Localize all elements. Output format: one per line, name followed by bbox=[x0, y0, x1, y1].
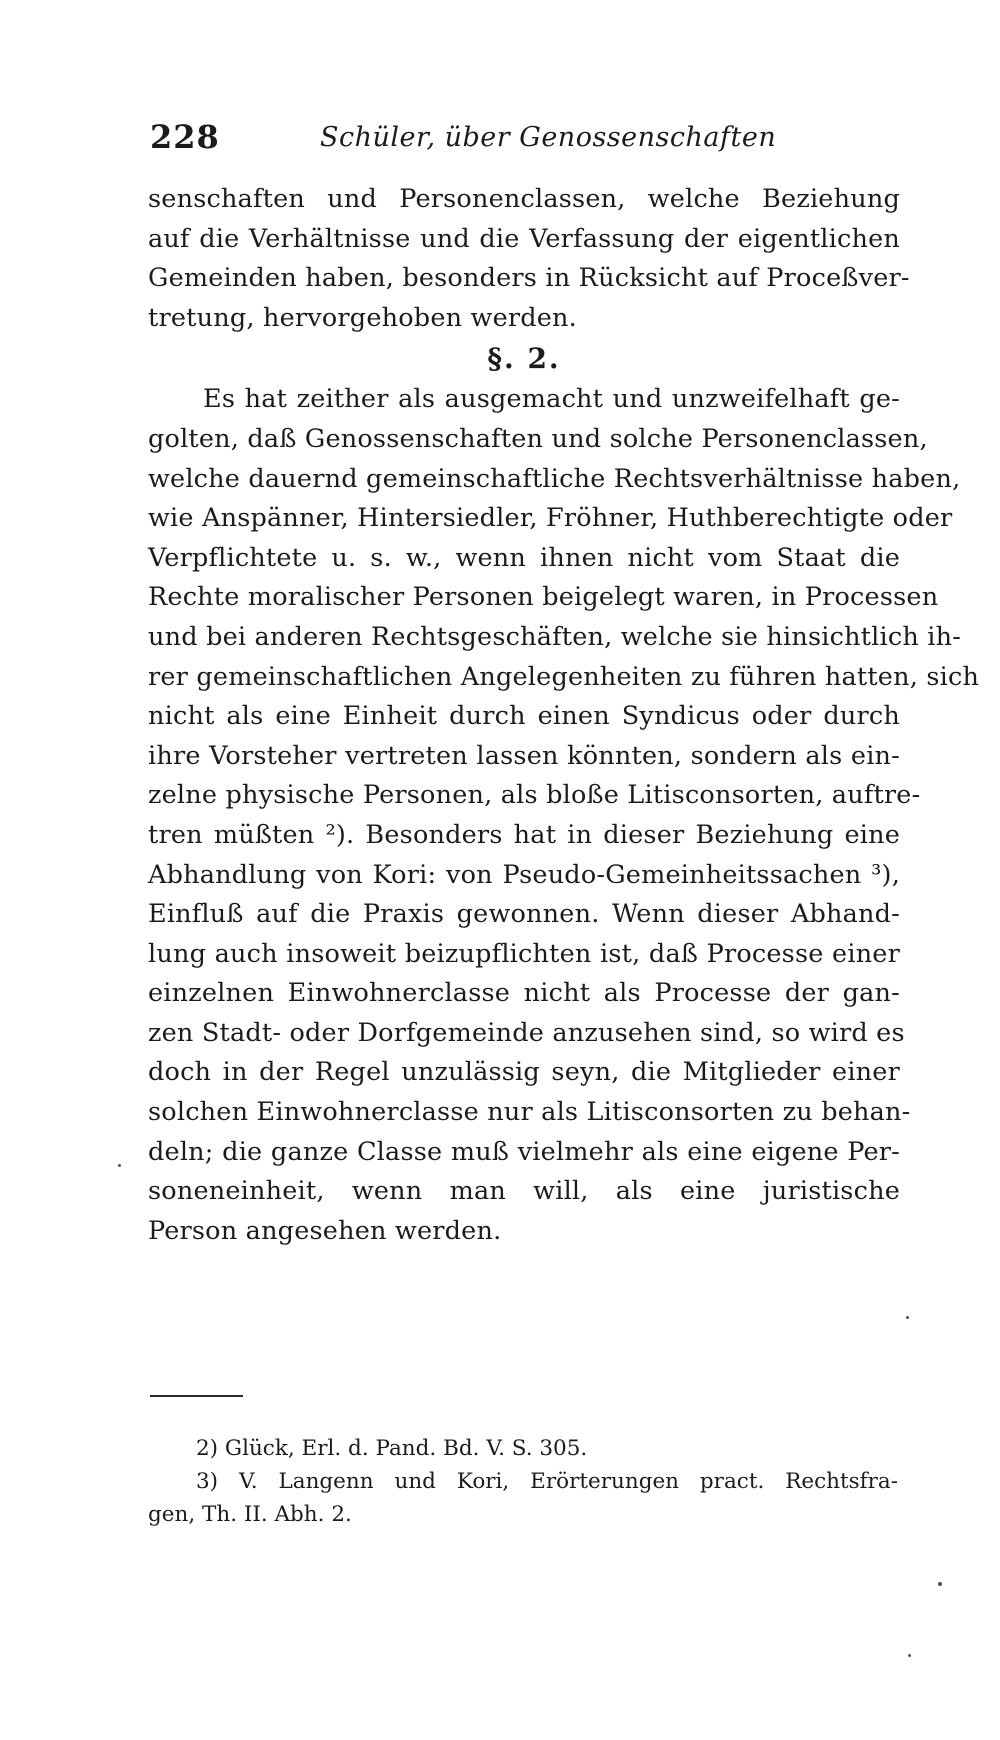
text-line: wie Anspänner, Hintersiedler, Fröhner, Huthberechtigte oder bbox=[148, 503, 953, 534]
text-line: lung auch insoweit beizupflichten ist, daß Processe einer bbox=[148, 938, 900, 969]
text-line: welche dauernd gemeinschaftliche Rechtsverhältnisse haben, bbox=[148, 463, 961, 494]
text-line: auf die Verhältnisse und die Verfassung der eigentlichen bbox=[148, 223, 900, 254]
text-line: einzelnen Einwohnerclasse nicht als Processe der gan- bbox=[148, 978, 900, 1009]
text-line: Einfluß auf die Praxis gewonnen. Wenn dieser Abhand- bbox=[148, 899, 900, 930]
text-line: tren müßten ²). Besonders hat in dieser Beziehung eine bbox=[148, 819, 900, 850]
page-number: 228 bbox=[150, 118, 220, 156]
scan-speck bbox=[906, 1316, 909, 1319]
text-line: Es hat zeither als ausgemacht und unzweifelhaft ge- bbox=[203, 384, 900, 415]
text-line: und bei anderen Rechtsgeschäften, welche sie hinsichtlich ih- bbox=[148, 621, 962, 652]
footnote-divider bbox=[150, 1395, 243, 1397]
text-line: golten, daß Genossenschaften und solche Personenclassen, bbox=[148, 423, 928, 454]
running-head: Schüler, über Genossenschaften bbox=[320, 122, 777, 153]
scan-speck bbox=[908, 1654, 911, 1657]
scan-speck bbox=[938, 1582, 942, 1586]
footnote-3-continued: gen, Th. II. Abh. 2. bbox=[148, 1502, 352, 1527]
text-line: zelne physische Personen, als bloße Litisconsorten, auftre- bbox=[148, 780, 921, 811]
text-line: nicht als eine Einheit durch einen Syndicus oder durch bbox=[148, 701, 900, 732]
text-line: tretung, hervorgehoben werden. bbox=[148, 302, 577, 333]
page-header bbox=[150, 118, 900, 158]
text-line: senschaften und Personenclassen, welche Beziehung bbox=[148, 184, 900, 214]
main-text bbox=[148, 180, 980, 1251]
text-line: Person angesehen werden. bbox=[148, 1215, 502, 1246]
text-line: solchen Einwohnerclasse nur als Litisconsorten zu behan- bbox=[148, 1097, 911, 1128]
footnote-3: 3) V. Langenn und Kori, Erörterungen pract. Rechtsfra- bbox=[196, 1469, 898, 1494]
text-line: Verpflichtete u. s. w., wenn ihnen nicht vom Staat die bbox=[148, 542, 900, 573]
text-line: Gemeinden haben, besonders in Rücksicht auf Proceßver- bbox=[148, 263, 910, 294]
footnote-2: 2) Glück, Erl. d. Pand. Bd. V. S. 305. bbox=[196, 1436, 588, 1461]
text-line: doch in der Regel unzulässig seyn, die Mitglieder einer bbox=[148, 1057, 900, 1088]
text-line: deln; die ganze Classe muß vielmehr als eine eigene Per- bbox=[148, 1136, 900, 1167]
text-line: Rechte moralischer Personen beigelegt waren, in Processen bbox=[148, 582, 939, 613]
text-line: rer gemeinschaftlichen Angelegenheiten zu führen hatten, sich bbox=[148, 661, 980, 692]
footnotes bbox=[148, 1432, 898, 1531]
text-line: Abhandlung von Kori: von Pseudo-Gemeinheitssachen ³), bbox=[148, 859, 900, 890]
text-line: ihre Vorsteher vertreten lassen könnten, sondern als ein- bbox=[148, 740, 900, 771]
text-line: soneneinheit, wenn man will, als eine juristische bbox=[148, 1176, 900, 1207]
text-line: zen Stadt- oder Dorfgemeinde anzusehen sind, so wird es bbox=[148, 1017, 905, 1048]
scan-speck bbox=[118, 1164, 121, 1167]
section-heading: §. 2. bbox=[487, 342, 561, 376]
